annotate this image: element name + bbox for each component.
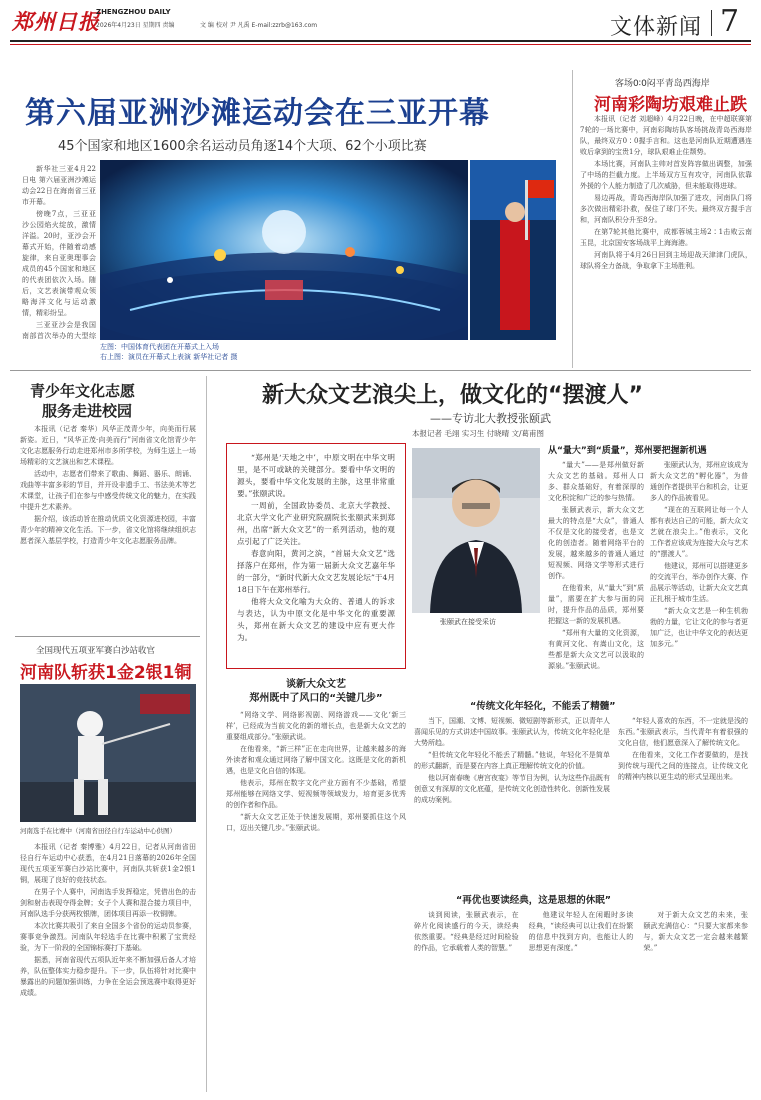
right-story-kicker: 客场0∶0闷平青岛西海岸	[615, 79, 710, 89]
feature-paragraph: “但传统文化年轻化不能丢了精髓。”他说，年轻化不是简单的形式翻新，而是要在内容上真正理解传统文化的价值。	[414, 751, 610, 770]
top-story-caption	[100, 342, 556, 362]
feature-column-b	[650, 460, 748, 680]
feature-paragraph: 张颐武认为，郑州应该成为新大众文艺的“孵化器”，为普通创作者提供平台和机会，让更多人的作品被看见。	[650, 461, 748, 502]
feature-intro-box	[226, 443, 406, 669]
paper-name: ZHENGZHOU DAILY	[96, 8, 171, 16]
sports-headline: 河南队斩获1金2银1铜	[20, 663, 192, 683]
page-number-divider	[711, 10, 712, 36]
sports-kicker: 全国现代五项亚军赛白沙站收官	[36, 646, 156, 656]
feature-paragraph: “新大众文艺是一种生机勃勃的力量，它让文化的参与者更加广泛，也让中华文化的表达更加多元。”	[650, 607, 748, 648]
top-story-paragraph: 三亚亚沙会是我国南部首次举办的大型综	[22, 321, 96, 340]
feature-subhead-4: “再优也要读经典，这是思想的休眠”	[456, 895, 611, 906]
left-divider	[15, 636, 200, 637]
section-title: 文体新闻	[610, 15, 703, 40]
fencing-photo	[20, 684, 196, 822]
date-line: 2026年4月23日 星期四 责编	[96, 22, 175, 29]
feature-intro-paragraph: “郑州是‘天地之中’，中原文明在中华文明里，是不可或缺的关键部分。要看中华文明的源头，要看中华文化发展的主脉，这里非常重要。”张颐武说。	[237, 453, 395, 498]
feature-intro-paragraph: 他将大众文化喻为大众的、普通人的诉求与表达，认为中原文化是中华文化的重要源头，郑州在新大众文艺的建设中应有更大作为。	[237, 597, 395, 642]
feature-paragraph: 当下，国潮、文博、短视频、微短剧等新形式，正以青年人喜闻乐见的方式讲述中国故事。张颐武认为，传统文化年轻化是大势所趋。	[414, 717, 610, 747]
feature-paragraph: 他建议年轻人在闲暇时多读经典，“读经典可以让我们在纷繁的信息中找到方向，也能让人的思想更有深度。”	[528, 911, 634, 952]
volunteer-body	[20, 424, 196, 632]
top-story-paragraph: 新华社三亚4月22日电 第六届亚洲沙滩运动会22日在海南省三亚市开幕。	[22, 165, 96, 206]
paper-logo: 郑州日报	[12, 9, 100, 34]
feature-paragraph: 在他看来，文化工作者要做的，是找到传统与现代之间的连接点，让传统文化的精神内核以更生动的形式呈现出来。	[618, 751, 748, 781]
feature-paragraph: “郑州有大量的文化资源，有黄河文化、有嵩山文化，这些都是新大众文艺可以汲取的源泉。”张颐武说。	[548, 629, 644, 670]
feature-column-c	[226, 710, 406, 1090]
opening-ceremony-photo	[100, 160, 468, 340]
feature-column-d	[414, 716, 610, 882]
volunteer-headline-1: 青少年文化志愿	[30, 382, 136, 400]
sports-paragraph: 据悉，河南省现代五项队近年来不断加强后备人才培养，队伍整体实力稳步提升。下一步，队伍将针对比赛中暴露出的问题加强训练，力争在全运会预选赛中取得更好成绩。	[20, 956, 196, 997]
feature-paragraph: “量大”——是郑州做好新大众文艺的基础。郑州人口多、群众基础好，有着深厚的文化积淀和广泛的参与热情。	[548, 461, 644, 502]
feature-byline: 本报记者 毛翊 实习生 付晓晴 文/葛甫图	[412, 429, 545, 438]
feature-paragraph: “新大众文艺正处于快速发展期，郑州要抓住这个风口，迈出关键几步。”张颐武说。	[226, 813, 406, 832]
masthead-rule	[10, 40, 751, 42]
feature-paragraph: 他表示，郑州在数字文化产业方面有不少基础，希望郑州能够在网络文学、短视频等领域发力，培育更多优秀的创作者和作品。	[226, 779, 406, 809]
feature-paragraph: 对于新大众文艺的未来，张颐武充满信心：“只要大家都来参与，新大众文艺一定会越来越繁荣。”	[643, 911, 748, 952]
feature-subheadline: ——专访北大教授张颐武	[430, 412, 551, 425]
feature-subhead-3: “传统文化年轻化，不能丢了精髓”	[470, 701, 616, 712]
sports-body	[20, 842, 196, 1090]
feature-paragraph: 他建议，郑州可以搭建更多的交流平台，举办创作大赛、作品展示等活动，让新大众文艺真正扎根于城市生活。	[650, 562, 748, 603]
feature-paragraph: 在他看来，从“量大”到“质量”，需要在扩大参与面的同时，提升作品的品质，郑州要把握这一新的发展机遇。	[548, 584, 644, 625]
right-story-paragraph: 本场比赛，河南队主帅对首发阵容做出调整，加强了中场的拦截力度。上半场双方互有攻守，河南队依靠外援的个人能力制造了几次威胁，但未能取得进球。	[580, 160, 752, 190]
right-story-paragraph: 本报讯（记者 刘超峰）4月22日晚，在中超联赛第7轮的一场比赛中，河南彩陶坊队客场挑战青岛西海岸队，最终双方0∶0握手言和。这也是河南队近期遭遇连败后拿到的宝贵1分，球队艰难止住颓势。	[580, 115, 752, 156]
sports-paragraph: 本次比赛共吸引了来自全国多个省份的运动员参赛，赛事竞争激烈。河南队年轻选手在比赛中积累了宝贵经验，为下一阶段的全国锦标赛打下基础。	[20, 922, 196, 952]
feature-column-f	[414, 910, 748, 1090]
column-divider	[572, 70, 573, 368]
feature-subhead-1: 从“量大”到“质量”，郑州要把握新机遇	[548, 446, 707, 456]
right-story-body	[580, 114, 752, 364]
page-number: 7	[720, 4, 740, 39]
top-story-paragraph: 傍晚7点，三亚亚沙公园焰火绽放，激情洋溢。20时，亚沙会开幕式开始，伴随着动感旋律，来自亚奥理事会成员的45个国家和地区的代表团依次入场。随后，文艺表演带观众领略海洋文化与运动激情，精彩纷呈。	[22, 210, 96, 317]
portrait-caption: 张颐武在接受采访	[440, 618, 496, 626]
feature-paragraph: “年轻人喜欢的东西，不一定就是浅的东西。”张颐武表示，当代青年有着很强的文化自信，他们愿意深入了解传统文化。	[618, 717, 748, 747]
athletes-entrance-photo	[470, 160, 556, 340]
feature-intro-paragraph: 春意向阳，黄河之滨，“首届大众文艺”选择落户在郑州，作为第一届新大众文艺嘉年华的一部分，“新时代新大众文艺发展论坛”于4月18日下午在郑州举行。	[237, 549, 395, 594]
feature-paragraph: “网络文学、网络影视剧、网络游戏——文化‘新三样’，已经成为当前文化的新的增长点，也是新大众文艺的重要组成部分。”张颐武说。	[226, 711, 406, 741]
feature-paragraph: 他以河南春晚《唐宫夜宴》等节目为例，认为这些作品既有创意又有深厚的文化底蕴，是传统文化创造性转化、创新性发展的成功案例。	[414, 774, 610, 804]
section-divider	[10, 370, 751, 371]
feature-paragraph: 谈到阅读，张颐武表示，在碎片化阅读盛行的今天，读经典依然重要。“经典是经过时间检验的作品，它承载着人类的智慧。”	[414, 911, 519, 952]
volunteer-paragraph: 据介绍，该活动旨在推动优质文化资源进校园，丰富青少年的精神文化生活。下一步，省文化馆将继续组织志愿者深入基层学校，打造青少年文化志愿服务品牌。	[20, 515, 196, 545]
feature-paragraph: 在他看来，“新三样”正在走向世界，让越来越多的海外读者和观众通过网络了解中国文化。这既是文化的新机遇，也是文化自信的体现。	[226, 745, 406, 775]
fencer-icon	[20, 684, 196, 822]
volunteer-headline-2: 服务走进校园	[42, 402, 133, 420]
right-story-paragraph: 河南队将于4月26日回到主场迎战天津津门虎队，球队将全力备战，争取拿下主场胜利。	[580, 251, 752, 270]
top-story-body	[22, 164, 96, 342]
caption-line: 右上图：演员在开幕式上表演 新华社记者 摄	[100, 353, 238, 361]
feature-paragraph: 张颐武表示，新大众文艺最大的特点是“大众”，普通人不仅是文化的接受者，也是文化的创造者。随着网络平台的发展，越来越多的普通人通过短视频、网络文学等形式进行创作。	[548, 506, 644, 580]
stadium-scene-icon	[100, 160, 468, 340]
sports-caption: 河南选手在比赛中（河南省田径自行车运动中心供图）	[20, 827, 176, 835]
sports-paragraph: 在男子个人赛中，河南选手发挥稳定，凭借出色的击剑和射击表现夺得金牌；女子个人赛和混合接力项目中，河南队选手分获两枚银牌，团体项目再添一枚铜牌。	[20, 888, 196, 918]
masthead	[0, 0, 761, 64]
feature-intro	[237, 452, 395, 660]
column-divider	[206, 376, 207, 1092]
interviewee-portrait	[412, 448, 540, 613]
feature-column-a	[548, 460, 644, 680]
sports-paragraph: 本报讯（记者 秦博雅）4月22日，记者从河南省田径自行车运动中心获悉，在4月21日落幕的2026年全国现代五项亚军赛白沙站比赛中，河南队共斩获1金2银1铜，展现了良好的竞技状态。	[20, 843, 196, 884]
flag-bearer-icon	[470, 160, 556, 340]
top-story-subheadline: 45个国家和地区1600余名运动员角逐14个大项、62个小项比赛	[58, 139, 427, 154]
editor-line: 文 编 校对 尹 凡禹 E-mail:zzrb@163.com	[200, 22, 318, 29]
feature-subhead-2: 谈新大众文艺 郑州既中了风口的“关键几步”	[249, 679, 383, 704]
feature-column-e	[618, 716, 748, 882]
right-story-paragraph: 在第7轮其他比赛中，成都蓉城主场2∶1击败云南玉昆，北京国安客场战平上海海港。	[580, 228, 752, 247]
right-story-headline: 河南彩陶坊艰难止跌	[594, 95, 747, 115]
portrait-icon	[412, 448, 540, 613]
feature-intro-paragraph: 一周前，全国政协委员、北京大学教授、北京大学文化产业研究院副院长张颐武来到郑州，出席“新大众文艺”的一系列活动，他的观点引起了广泛关注。	[237, 501, 395, 546]
volunteer-paragraph: 活动中，志愿者们带来了歌曲、舞蹈、器乐、朗诵、戏曲等丰富多彩的节目，并开设非遗手工、书法美术等艺术课堂，让孩子们在参与中感受传统文化的魅力，在实践中提升艺术素养。	[20, 470, 196, 511]
volunteer-paragraph: 本报讯（记者 秦华）风华正茂青少年，向美而行展新姿。近日，“风华正茂·向美而行”河南省文化馆青少年文化志愿服务行动走进郑州市多所学校，为师生送上一场场精彩的文艺演出和艺术课程。	[20, 425, 196, 466]
caption-line: 左图：中国体育代表团在开幕式上入场	[100, 343, 219, 351]
feature-paragraph: “现在的互联网让每一个人都有表达自己的可能，新大众文艺就在浪尖上。”他表示，文化工作者应该成为连接大众与艺术的“摆渡人”。	[650, 506, 748, 558]
top-story-headline: 第六届亚洲沙滩运动会在三亚开幕	[25, 96, 490, 131]
feature-headline: 新大众文艺浪尖上，做文化的“摆渡人”	[262, 383, 643, 408]
masthead-rule-red	[10, 44, 751, 45]
right-story-paragraph: 易边再战，青岛西海岸队加强了进攻，河南队门将多次做出精彩扑救，保住了球门不失。最终双方握手言和，河南队积分升至8分。	[580, 194, 752, 224]
